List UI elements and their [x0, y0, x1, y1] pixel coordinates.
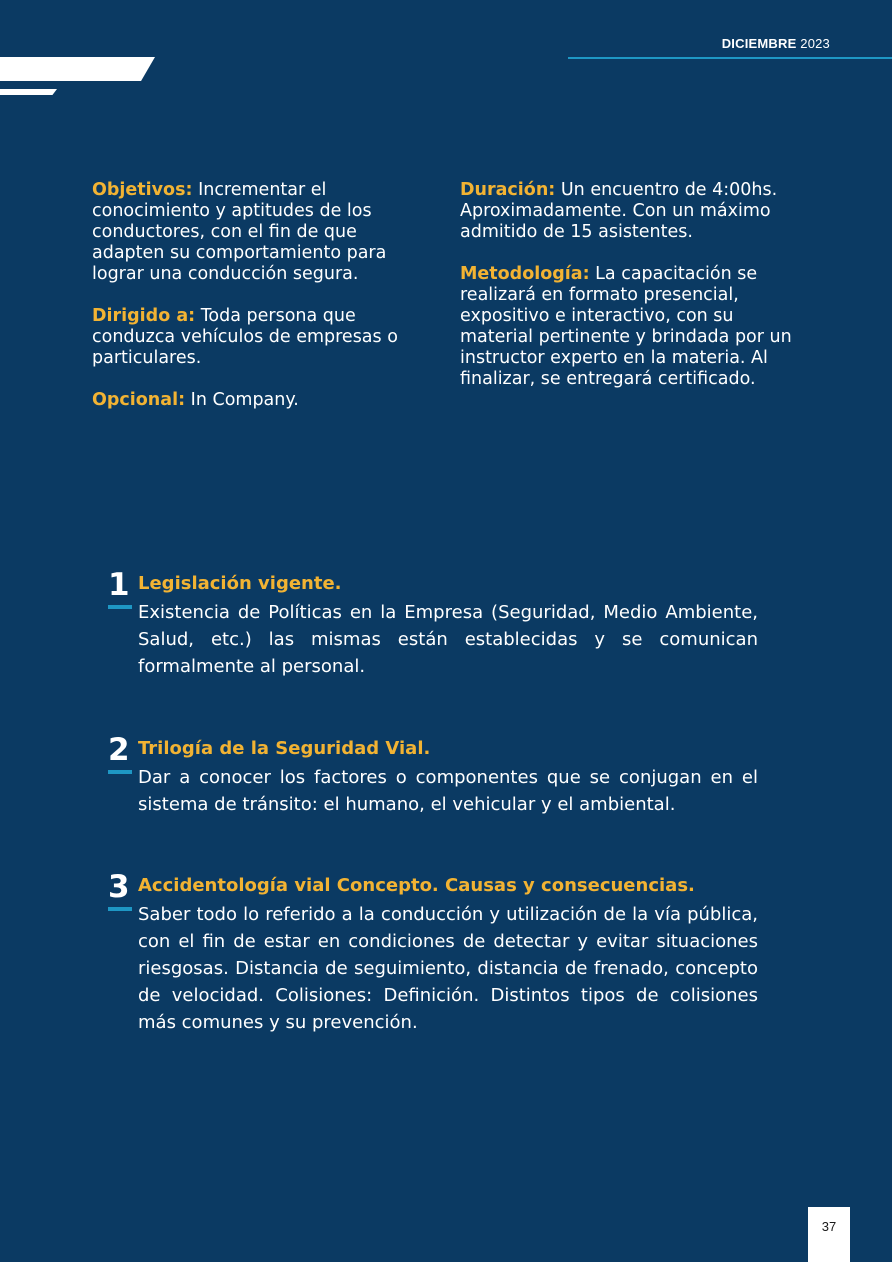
metodologia-text: La capacitación se realizará en formato presencial, expositivo e interactivo, con su material pertinente y brindada por un instructor experto en la materia. Al finalizar, se entregará certificado.: [460, 264, 792, 389]
topic-number: 1: [108, 567, 130, 603]
header-rule: [568, 57, 892, 59]
duracion-label: Duración:: [460, 180, 556, 200]
topic-number-underline: [108, 907, 132, 911]
objetivos-label: Objetivos:: [92, 180, 193, 200]
topic-title: Trilogía de la Seguridad Vial.: [138, 738, 431, 759]
duracion-text: Un encuentro de 4:00hs. Aproximadamente. Con un máximo admitido de 15 asistentes.: [460, 180, 778, 242]
info-duracion: [460, 180, 800, 243]
metodologia-label: Metodología:: [460, 264, 590, 284]
info-metodologia: [460, 264, 800, 390]
topic-number: 3: [108, 869, 130, 905]
dirigido-text: Toda persona que conduzca vehículos de empresas o particulares.: [92, 306, 398, 368]
header-white-stripe: [0, 57, 155, 81]
opcional-label: Opcional:: [92, 390, 186, 410]
topic-body: [138, 572, 758, 680]
topic-title: Legislación vigente.: [138, 573, 342, 594]
topic-3: [108, 869, 758, 1036]
topic-body: [138, 737, 758, 818]
objetivos-text: Incrementar el conocimiento y aptitudes de los conductores, con el fin de que adapten su comportamiento para lograr una conducción segura.: [92, 180, 387, 284]
topic-text: Saber todo lo referido a la conducción y utilización de la vía pública, con el fin de estar en condiciones de detectar y evitar situaciones riesgosas. Distancia de seguimiento, distancia de frenado, concepto de velocidad. Colisiones: Definición. Distintos tipos de colisiones más comunes y su prevención.: [138, 904, 758, 1033]
topic-title: Accidentología vial Concepto. Causas y consecuencias.: [138, 875, 695, 896]
header-month: DICIEMBRE: [721, 36, 797, 51]
info-column-right: [460, 180, 800, 411]
info-dirigido: [92, 306, 432, 369]
info-column-left: [92, 180, 432, 432]
header-year: 2023: [800, 36, 830, 51]
opcional-text: In Company.: [190, 390, 299, 410]
topic-text: Dar a conocer los factores o componentes que se conjugan en el sistema de tránsito: el humano, el vehicular y el ambiental.: [138, 767, 758, 815]
dirigido-label: Dirigido a:: [92, 306, 196, 326]
topic-text: Existencia de Políticas en la Empresa (Seguridad, Medio Ambiente, Salud, etc.) las mismas están establecidas y se comunican formalmente al personal.: [138, 602, 758, 677]
topic-number-underline: [108, 605, 132, 609]
page-number: 37: [808, 1207, 850, 1262]
header-date: [722, 36, 830, 51]
topic-number-underline: [108, 770, 132, 774]
topic-2: [108, 732, 758, 818]
info-opcional: [92, 390, 432, 411]
topic-1: [108, 567, 758, 680]
topic-body: [138, 874, 758, 1036]
info-objetivos: [92, 180, 432, 285]
topic-number: 2: [108, 732, 130, 768]
header-thin-stripe: [0, 89, 57, 95]
